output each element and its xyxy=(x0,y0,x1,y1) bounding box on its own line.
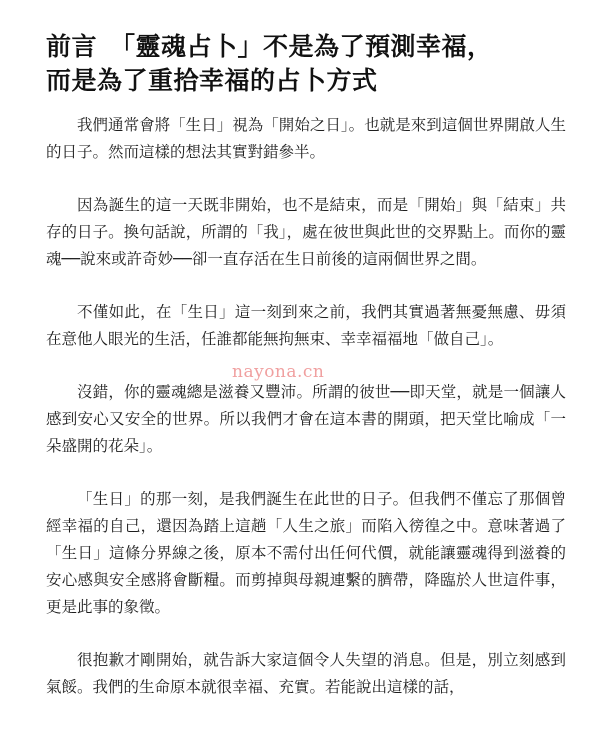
page-title-line-2: 而是為了重拾幸福的占卜方式 xyxy=(46,66,378,95)
paragraph: 我們通常會將「生日」視為「開始之日」。也就是來到這個世界開啟人生的日子。然而這樣的想法其實對錯參半。 xyxy=(46,116,566,161)
paragraph: 沒錯，你的靈魂總是滋養又豐沛。所謂的彼世──即天堂，就是一個讓人感到安心又安全的世界。所以我們才會在這本書的開頭，把天堂比喻成「一朵盛開的花朵」。 xyxy=(46,383,566,455)
paragraph: 因為誕生的這一天既非開始，也不是結束，而是「開始」與「結束」共存的日子。換句話說，所謂的「我」，處在彼世與此世的交界點上。而你的靈魂──說來或許奇妙──卻一直存活在生日前後的這兩個世界之間。 xyxy=(46,196,566,268)
paragraph: 不僅如此，在「生日」這一刻到來之前，我們其實過著無憂無慮、毋須在意他人眼光的生活，任誰都能無拘無束、幸幸福福地「做自己」。 xyxy=(46,303,566,348)
page-title-line-1: 前言 「靈魂占卜」不是為了預測幸福， xyxy=(46,32,493,61)
paragraph: 很抱歉才剛開始，就告訴大家這個令人失望的消息。但是，別立刻感到氣餒。我們的生命原本就很幸福、充實。若能說出這樣的話， xyxy=(46,651,566,696)
page-title xyxy=(46,30,566,98)
paragraph: 「生日」的那一刻，是我們誕生在此世的日子。但我們不僅忘了那個曾經幸福的自己，還因為踏上這趟「人生之旅」而陷入徬徨之中。意味著過了「生日」這條分界線之後，原本不需付出任何代價，就能讓靈魂得到滋養的安心感與安全感將會斷糧。而剪掉與母親連繫的臍帶，降臨於人世這件事，更是此事的象徵。 xyxy=(46,490,566,616)
document-body xyxy=(46,112,566,727)
watermark: nayona.cn xyxy=(232,362,325,382)
